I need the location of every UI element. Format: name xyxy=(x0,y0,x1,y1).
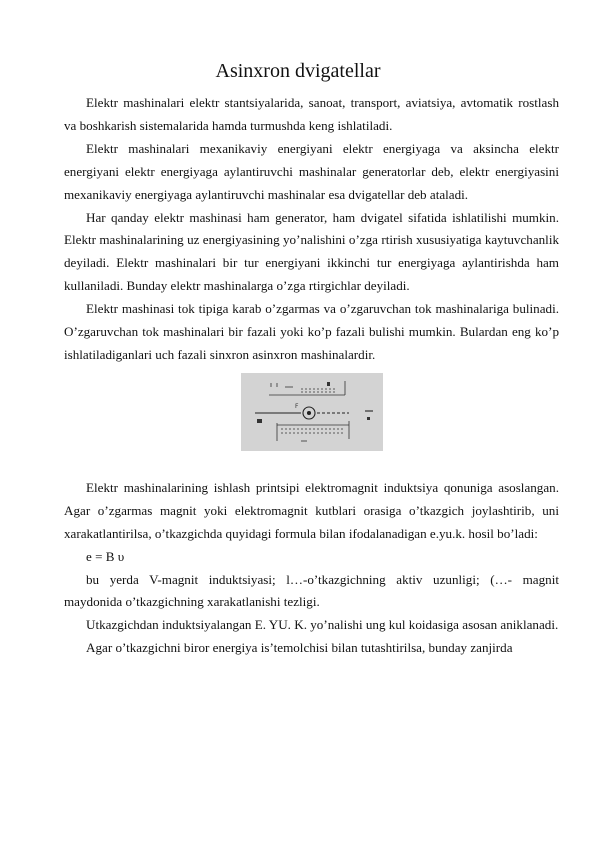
magnet-conductor-figure xyxy=(241,373,383,451)
figure-force-label: F xyxy=(294,402,298,410)
paragraph-6: bu yerda V-magnit induktsiyasi; l…-o’tkazgichning aktiv uzunligi; (…- magnit maydonida o’tkazgichning xarakatlanishi tezligi. xyxy=(64,571,559,610)
document-body xyxy=(64,92,559,660)
page-title: Asinxron dvigatellar xyxy=(215,60,381,82)
figure-background xyxy=(241,373,383,451)
paragraph-8: Agar o’tkazgichni biror energiya is’temolchisi bilan tutashtirilsa, bunday zanjirda xyxy=(86,640,513,656)
paragraph-7: Utkazgichdan induktsiyalangan E. YU. K. yo’nalishi ung kul koidasiga asosan aniklanadi. xyxy=(86,617,559,633)
figure-drawing xyxy=(241,373,383,451)
emf-formula: e = B υ xyxy=(86,548,125,564)
paragraph-1: Elektr mashinalari elektr stantsiyalarida, sanoat, transport, aviatsiya, avtomatik rostlash va boshkarish sistemalarida hamda turmushda keng ishlatiladi. xyxy=(64,95,559,133)
paragraph-4: Elektr mashinasi tok tipiga karab o’zgarmas va o’zgaruvchan tok mashinalariga bulinadi. O’zgaruvchan tok mashinalari bir fazali yoki ko’p fazali bulishi mumkin. Bulardan eng ko’p ishlatiladiganlari uch fazali sinxron asinxron mashinalardir. xyxy=(64,301,559,362)
paragraph-5: Elektr mashinalarining ishlash printsipi elektromagnit induktsiya qonuniga asoslangan. Agar o’zgarmas magnit yoki elektromagnit kutblari orasiga o’tkazgich joylashtirib, uni xarakatlantirilsa, o’tkazgichda quyidagi formula bilan ifodalanadigan e.yu.k. hosil bo’ladi: xyxy=(64,479,559,541)
figure-spacer xyxy=(64,451,559,477)
paragraph-3: Har qanday elektr mashinasi ham generator, ham dvigatel sifatida ishlatilishi mumkin. Elektr mashinalarining uz energiyasining yo’nalishini o’zga rtirish xususiyatiga kaytuvchanlik deyiladi. Elektr mashinalari bir tur energiyani ikkinchi tur energiyaga aylantirishda ham kullaniladi. Bunday elektr mashinalarga o’zga rtirgichlar deyiladi. xyxy=(64,209,559,294)
paragraph-2: Elektr mashinalari mexanikaviy energiyani elektr energiyaga va aksincha elektr energiyani elektr energiyaga aylantiruvchi mashinalar generatorlar deb, elektr energiyasini mexanikaviy energiyaga aylantiruvchi mashinalar esa dvigatellar deb ataladi. xyxy=(64,140,559,202)
